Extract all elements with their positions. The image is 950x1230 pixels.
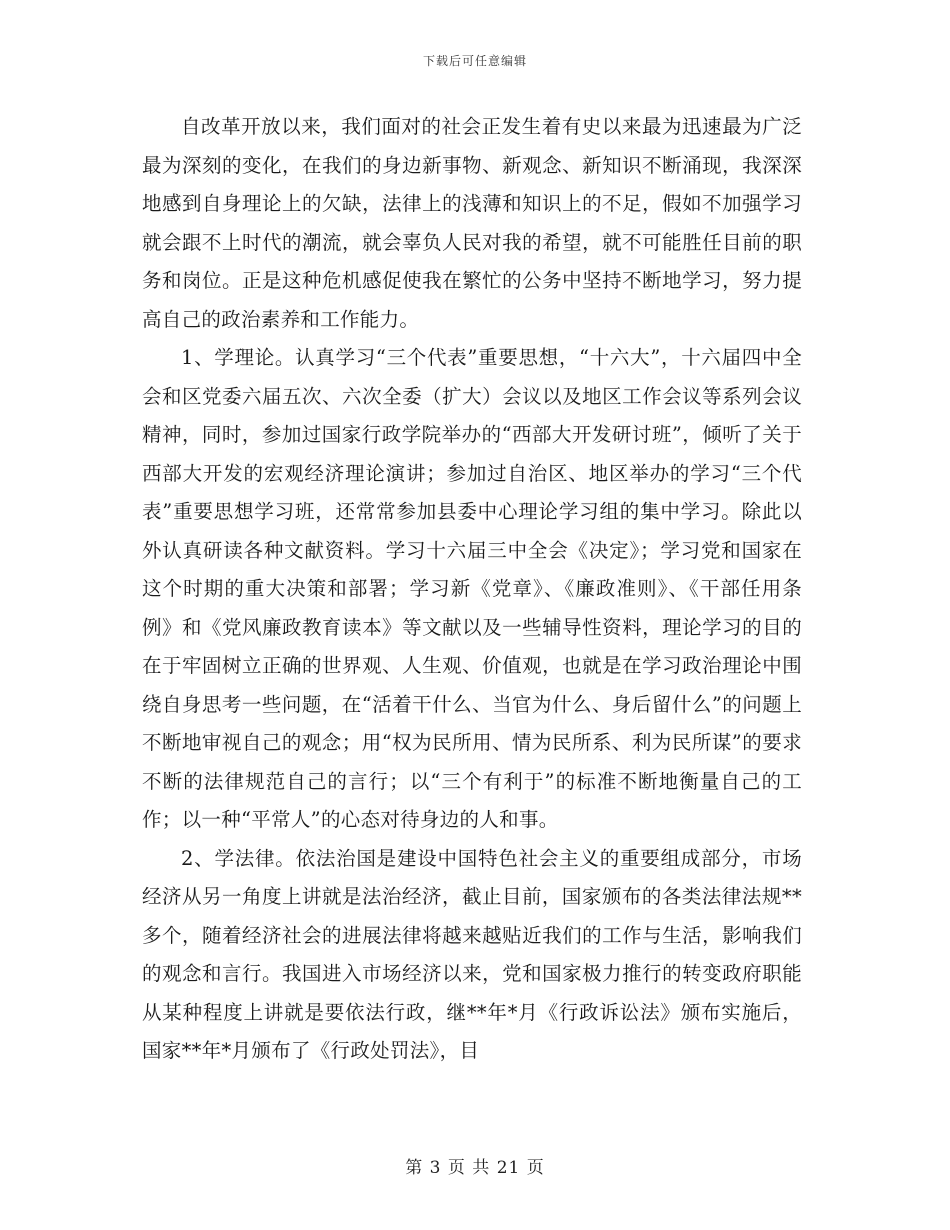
paragraph-intro: 自改革开放以来，我们面对的社会正发生着有史以来最为迅速最为广泛最为深刻的变化，在我们的身边新事物、新观念、新知识不断涌现，我深深地感到自身理论上的欠缺，法律上的浅薄和知识上的不足，假如不加强学习就会跟不上时代的潮流，就会辜负人民对我的希望，就不可能胜任目前的职务和岗位。正是这种危机感促使我在繁忙的公务中坚持不断地学习，努力提高自己的政治素养和工作能力。	[142, 115, 802, 331]
paragraph-study-theory: 1、学理论。认真学习“三个代表”重要思想，“十六大”，十六届四中全会和区党委六届五次、六次全委（扩大）会议以及地区工作会议等系列会议精神，同时，参加过国家行政学院举办的“西部大开发研讨班”，倾听了关于西部大开发的宏观经济理论演讲；参加过自治区、地区举办的学习“三个代表”重要思想学习班，还常常参加县委中心理论学习组的集中学习。除此以外认真研读各种文献资料。学习十六届三中全会《决定》；学习党和国家在这个时期的重大决策和部署；学习新《党章》、《廉政准则》、《干部任用条例》和《党风廉政教育读本》等文献以及一些辅导性资料，理论学习的目的在于牢固树立正确的世界观、人生观、价值观，也就是在学习政治理论中围绕自身思考一些问题，在“活着干什么、当官为什么、身后留什么”的问题上不断地审视自己的观念；用“权为民所用、情为民所系、利为民所谋”的要求不断的法律规范自己的言行；以“三个有利于”的标准不断地衡量自己的工作；以一种“平常人”的心态对待身边的人和事。	[142, 346, 802, 831]
page-header-note: 下载后可任意编辑	[422, 54, 527, 68]
paragraph-study-law: 2、学法律。依法治国是建设中国特色社会主义的重要组成部分，市场经济从另一角度上讲就是法治经济，截止目前，国家颁布的各类法律法规**多个，随着经济社会的进展法律将越来越贴近我们的工作与生活，影响我们的观念和言行。我国进入市场经济以来，党和国家极力推行的转变政府职能从某种程度上讲就是要依法行政，继**年*月《行政诉讼法》颁布实施后，国家**年*月颁布了《行政处罚法》，目	[142, 846, 802, 1062]
document-body	[142, 108, 802, 1071]
page-number: 第 3 页 共 21 页	[405, 1158, 545, 1178]
